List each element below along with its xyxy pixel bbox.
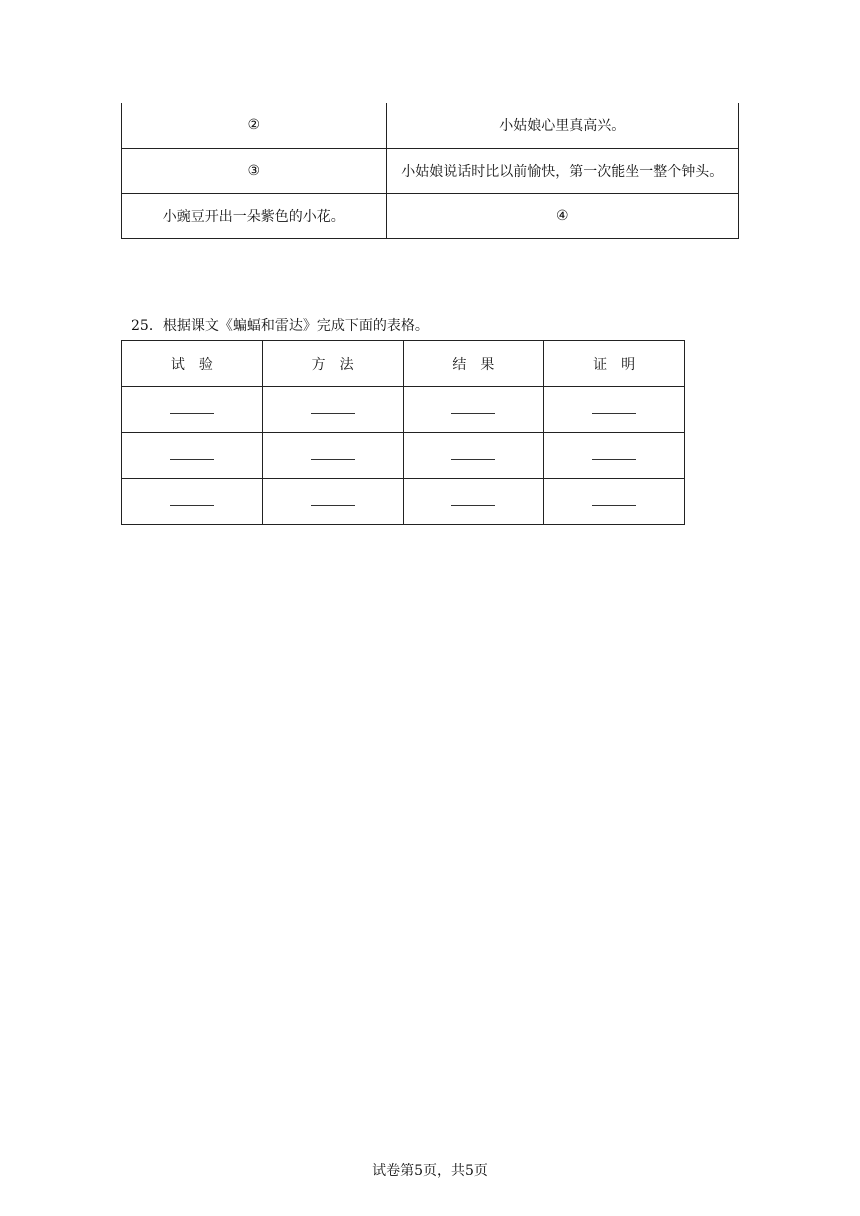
blank-line [451, 405, 495, 414]
table-header-row [122, 341, 685, 387]
answer-blank[interactable] [262, 433, 403, 479]
table-row [122, 103, 739, 148]
bat-radar-table [121, 340, 685, 525]
answer-blank[interactable] [122, 387, 263, 433]
blank-line [170, 451, 214, 460]
answer-blank[interactable] [403, 387, 544, 433]
answer-blank[interactable] [544, 433, 685, 479]
table-cell: 小姑娘心里真高兴。 [386, 103, 738, 148]
blank-line [170, 497, 214, 506]
table-cell: ③ [122, 148, 387, 193]
table-row [122, 148, 739, 193]
answer-blank[interactable] [544, 479, 685, 525]
table-row [122, 433, 685, 479]
blank-line [451, 451, 495, 460]
blank-line [170, 405, 214, 414]
header-method: 方法 [262, 341, 403, 387]
table-row [122, 193, 739, 238]
table-cell: ④ [386, 193, 738, 238]
blank-line [592, 405, 636, 414]
table-cell: 小豌豆开出一朵紫色的小花。 [122, 193, 387, 238]
answer-blank[interactable] [262, 479, 403, 525]
header-proof: 证明 [544, 341, 685, 387]
answer-blank[interactable] [122, 479, 263, 525]
blank-line [311, 451, 355, 460]
blank-line [451, 497, 495, 506]
blank-line [592, 451, 636, 460]
answer-blank[interactable] [403, 479, 544, 525]
table-row [122, 479, 685, 525]
answer-blank[interactable] [544, 387, 685, 433]
page-footer: 试卷第5页，共5页 [372, 1163, 488, 1179]
answer-blank[interactable] [262, 387, 403, 433]
header-trial: 试验 [122, 341, 263, 387]
table-cell: ② [122, 103, 387, 148]
table-cell: 小姑娘说话时比以前愉快，第一次能坐一整个钟头。 [386, 148, 738, 193]
table-row [122, 387, 685, 433]
answer-blank[interactable] [122, 433, 263, 479]
story-table [121, 103, 739, 239]
header-result: 结果 [403, 341, 544, 387]
answer-blank[interactable] [403, 433, 544, 479]
blank-line [592, 497, 636, 506]
blank-line [311, 497, 355, 506]
question-25-prompt: 25．根据课文《蝙蝠和雷达》完成下面的表格。 [131, 318, 429, 334]
blank-line [311, 405, 355, 414]
